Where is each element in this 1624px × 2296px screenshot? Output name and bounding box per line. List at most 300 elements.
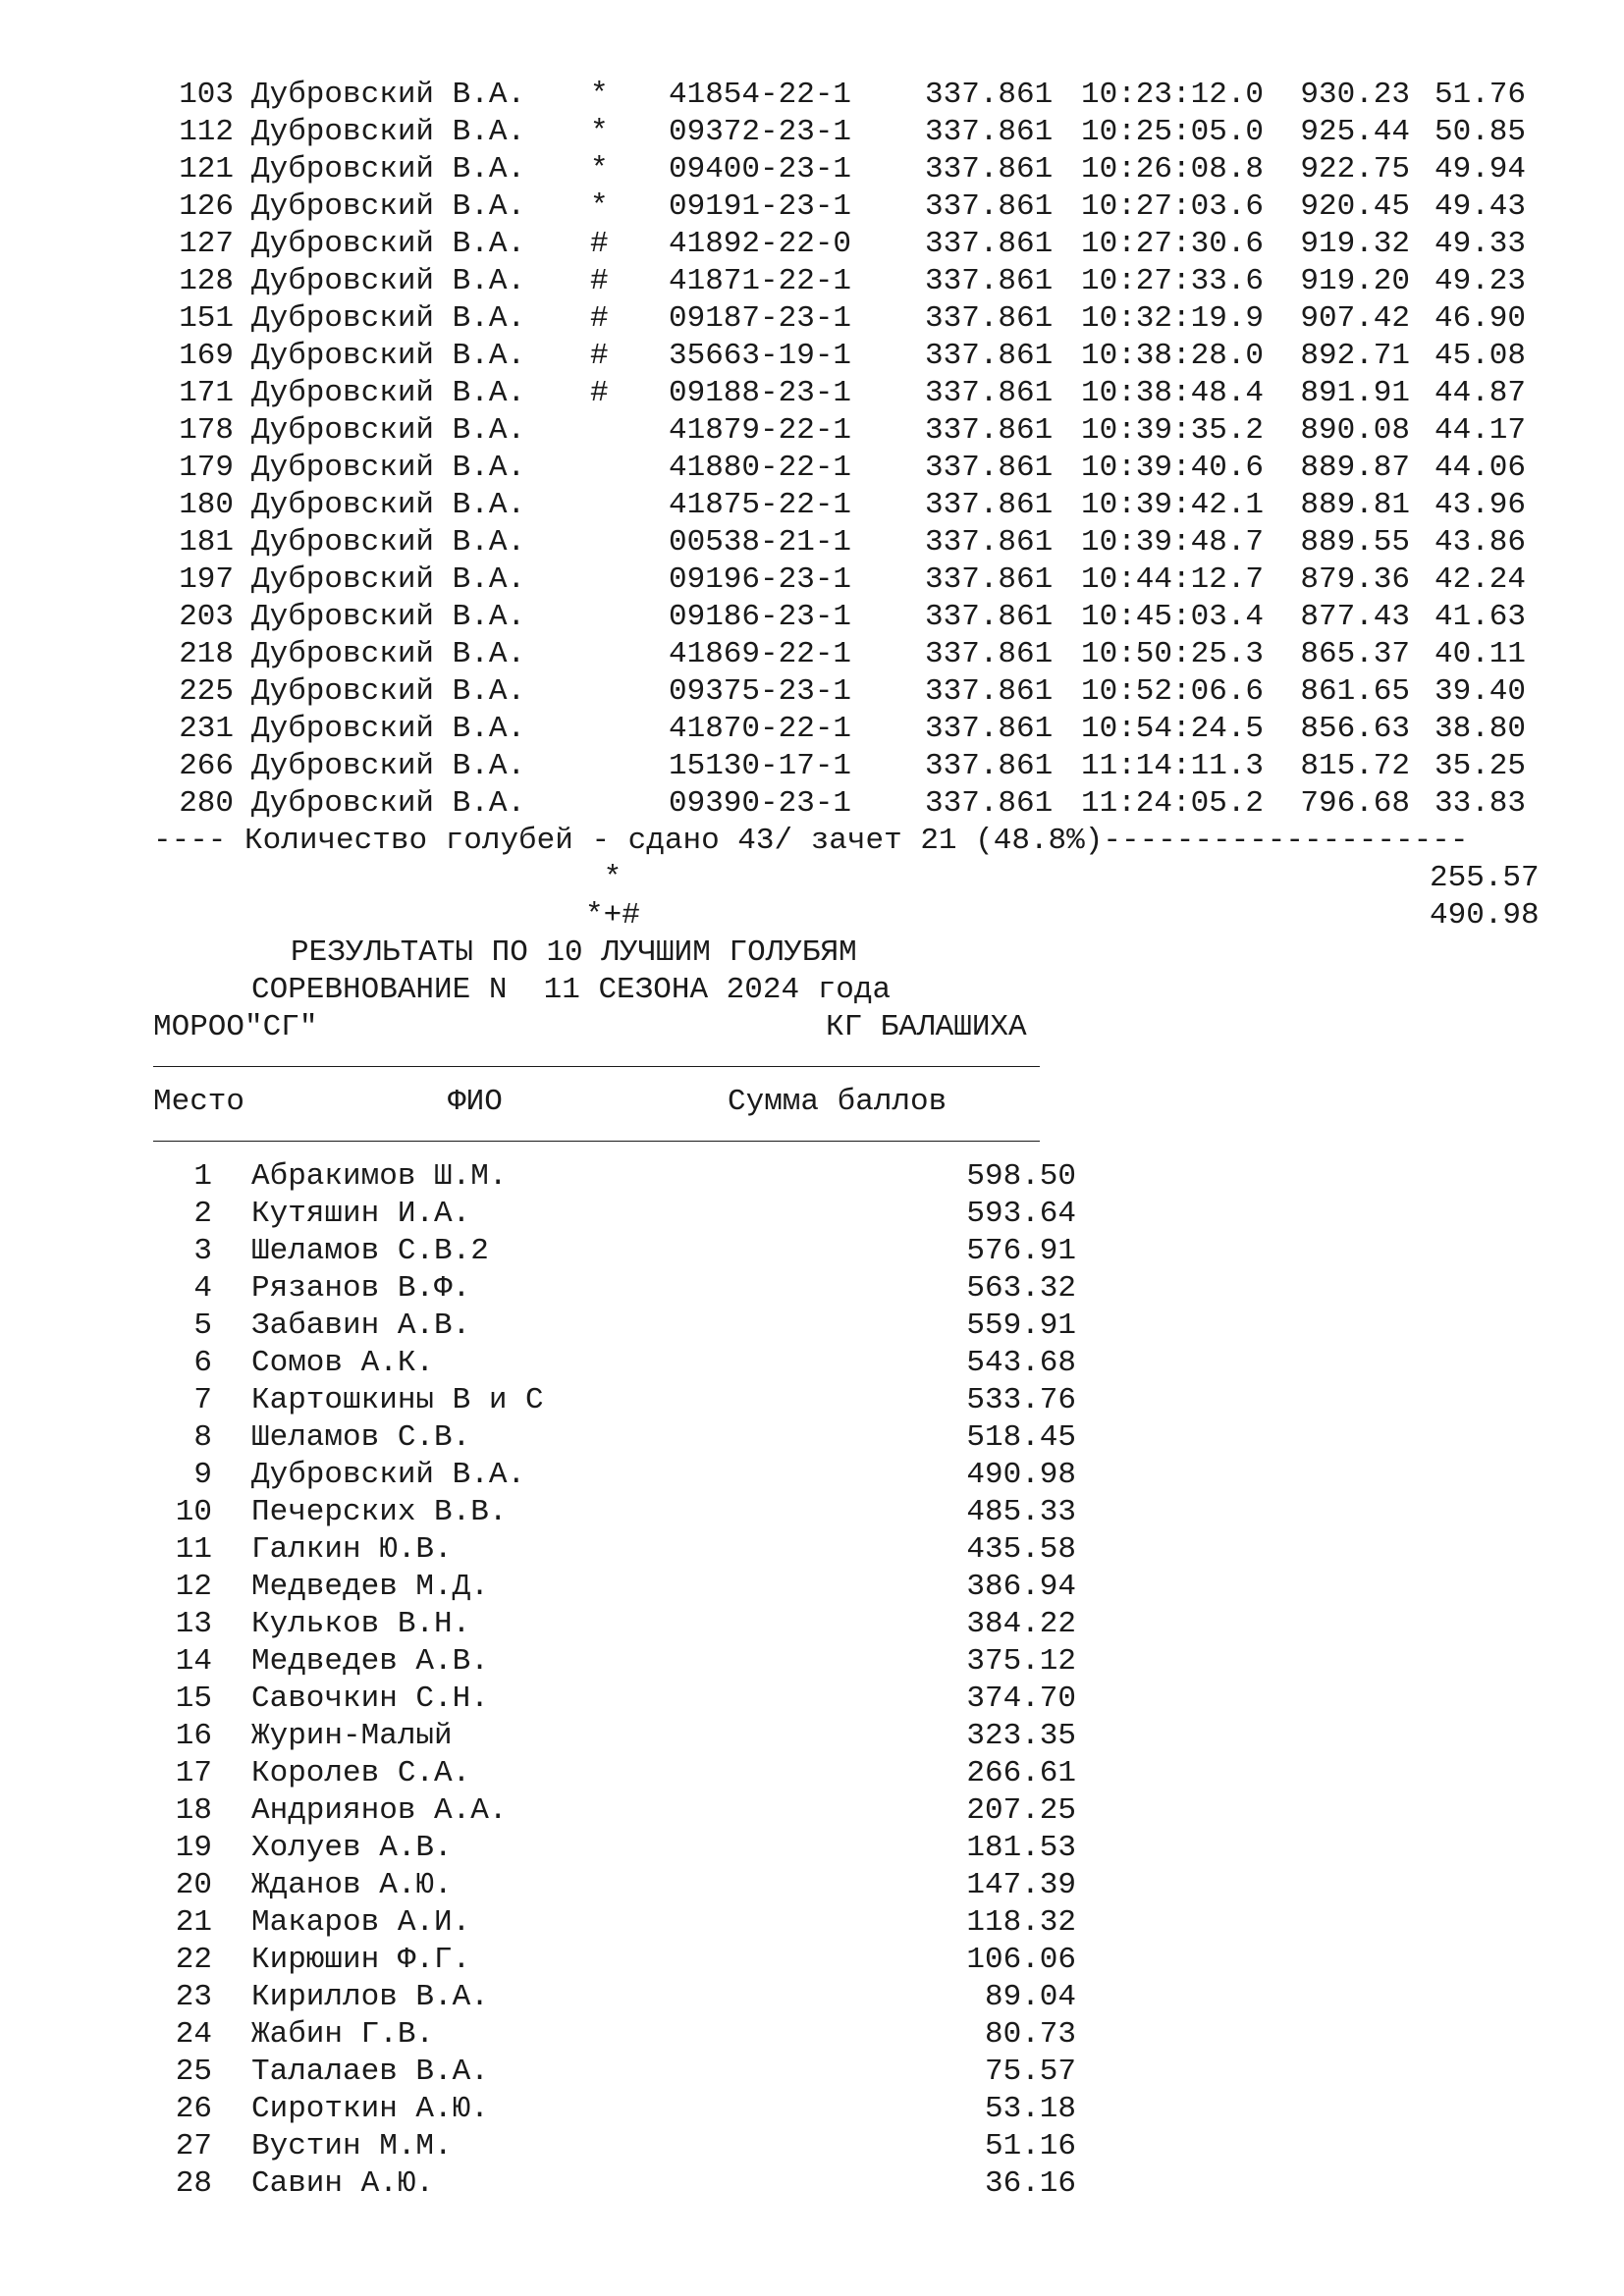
result-speed: 920.45 <box>1300 189 1410 224</box>
result-distance: 337.861 <box>925 488 1054 522</box>
result-row <box>153 375 1526 412</box>
result-points: 33.83 <box>1434 786 1526 821</box>
result-time: 10:39:40.6 <box>1081 451 1265 485</box>
result-points: 40.11 <box>1434 637 1526 671</box>
result-distance: 337.861 <box>925 562 1054 597</box>
result-speed: 856.63 <box>1300 712 1410 746</box>
header-name: ФИО <box>448 1085 503 1119</box>
result-ring: 09372-23-1 <box>669 115 852 149</box>
ranking-place: 10 <box>175 1495 212 1529</box>
result-position: 203 <box>179 600 234 634</box>
ranking-sum: 384.22 <box>966 1607 1076 1641</box>
result-points: 44.17 <box>1434 413 1526 448</box>
result-mark: # <box>590 264 609 298</box>
ranking-sum: 80.73 <box>984 2017 1076 2052</box>
result-speed: 879.36 <box>1300 562 1410 597</box>
result-position: 121 <box>179 152 234 187</box>
header-place: Место <box>153 1085 245 1119</box>
summary-line: ---- Количество голубей - сдано 43/ зачет 21 (48.8%)-------------------- <box>153 824 1469 858</box>
ranking-row <box>153 1792 1468 1830</box>
header-sum: Сумма баллов <box>728 1085 947 1119</box>
ranking-name: Кутяшин И.А. <box>251 1197 471 1231</box>
result-ring: 15130-17-1 <box>669 749 852 783</box>
ranking-place: 20 <box>175 1868 212 1902</box>
ranking-name: Вустин М.М. <box>251 2129 453 2163</box>
ranking-sum: 323.35 <box>966 1719 1076 1753</box>
result-ring: 41854-22-1 <box>669 78 852 112</box>
ranking-sum: 181.53 <box>966 1831 1076 1865</box>
result-row <box>153 77 1526 114</box>
result-distance: 337.861 <box>925 413 1054 448</box>
result-points: 39.40 <box>1434 674 1526 709</box>
ranking-name: Кирюшин Ф.Г. <box>251 1943 471 1977</box>
ranking-place: 12 <box>175 1570 212 1604</box>
ranking-sum: 485.33 <box>966 1495 1076 1529</box>
result-time: 10:39:48.7 <box>1081 525 1265 560</box>
ranking-name: Кульков В.Н. <box>251 1607 471 1641</box>
ranking-row <box>153 1718 1468 1755</box>
result-distance: 337.861 <box>925 525 1054 560</box>
result-time: 10:39:42.1 <box>1081 488 1265 522</box>
result-ring: 09191-23-1 <box>669 189 852 224</box>
result-distance: 337.861 <box>925 451 1054 485</box>
ranking-place: 13 <box>175 1607 212 1641</box>
result-row <box>153 524 1526 561</box>
ranking-name: Печерских В.В. <box>251 1495 508 1529</box>
ranking-name: Абракимов Ш.М. <box>251 1159 508 1194</box>
result-mark: * <box>590 189 609 224</box>
result-distance: 337.861 <box>925 637 1054 671</box>
result-speed: 865.37 <box>1300 637 1410 671</box>
result-name: Дубровский В.А. <box>251 376 526 410</box>
result-row <box>153 599 1526 636</box>
result-position: 171 <box>179 376 234 410</box>
result-row <box>153 450 1526 487</box>
result-time: 10:32:19.9 <box>1081 301 1265 336</box>
result-ring: 41879-22-1 <box>669 413 852 448</box>
result-row <box>153 673 1526 711</box>
result-ring: 09186-23-1 <box>669 600 852 634</box>
ranking-place: 26 <box>175 2092 212 2126</box>
result-time: 10:44:12.7 <box>1081 562 1265 597</box>
ranking-row <box>153 1308 1468 1345</box>
result-position: 169 <box>179 339 234 373</box>
result-points: 44.06 <box>1434 451 1526 485</box>
ranking-sum: 266.61 <box>966 1756 1076 1790</box>
ranking-name: Сомов А.К. <box>251 1346 435 1380</box>
ranking-place: 27 <box>175 2129 212 2163</box>
ranking-subtitle-row <box>153 972 1468 1009</box>
result-name: Дубровский В.А. <box>251 227 526 261</box>
ranking-name: Шеламов С.В. <box>251 1420 471 1455</box>
result-time: 10:50:25.3 <box>1081 637 1265 671</box>
result-time: 10:27:03.6 <box>1081 189 1265 224</box>
result-speed: 922.75 <box>1300 152 1410 187</box>
ranking-row <box>153 1979 1468 2016</box>
result-position: 197 <box>179 562 234 597</box>
result-row <box>153 338 1526 375</box>
result-points: 42.24 <box>1434 562 1526 597</box>
ranking-name: Медведев М.Д. <box>251 1570 489 1604</box>
ranking-row <box>153 1457 1468 1494</box>
result-position: 180 <box>179 488 234 522</box>
result-name: Дубровский В.А. <box>251 451 526 485</box>
result-row <box>153 300 1526 338</box>
ranking-row <box>153 1569 1468 1606</box>
ranking-place: 2 <box>193 1197 212 1231</box>
result-position: 280 <box>179 786 234 821</box>
ranking-name: Кириллов В.А. <box>251 1980 489 2014</box>
result-name: Дубровский В.А. <box>251 600 526 634</box>
result-distance: 337.861 <box>925 674 1054 709</box>
result-name: Дубровский В.А. <box>251 562 526 597</box>
ranking-name: Шеламов С.В.2 <box>251 1234 489 1268</box>
result-mark: * <box>590 115 609 149</box>
result-points: 51.76 <box>1434 78 1526 112</box>
total-row <box>153 860 1540 897</box>
ranking-place: 18 <box>175 1793 212 1828</box>
ranking-row <box>153 1755 1468 1792</box>
ranking-name: Жданов А.Ю. <box>251 1868 453 1902</box>
result-ring: 41880-22-1 <box>669 451 852 485</box>
ranking-name: Дубровский В.А. <box>251 1458 526 1492</box>
result-time: 11:14:11.3 <box>1081 749 1265 783</box>
org-right: КГ БАЛАШИХА <box>826 1010 1027 1044</box>
ranking-row <box>153 2054 1468 2091</box>
ranking-row <box>153 1419 1468 1457</box>
result-position: 218 <box>179 637 234 671</box>
result-ring: 35663-19-1 <box>669 339 852 373</box>
result-row <box>153 785 1526 823</box>
result-name: Дубровский В.А. <box>251 786 526 821</box>
result-row <box>153 412 1526 450</box>
rule-top-wrap <box>153 1046 1468 1084</box>
result-name: Дубровский В.А. <box>251 525 526 560</box>
result-name: Дубровский В.А. <box>251 749 526 783</box>
result-distance: 337.861 <box>925 786 1054 821</box>
result-time: 10:54:24.5 <box>1081 712 1265 746</box>
result-points: 50.85 <box>1434 115 1526 149</box>
ranking-name: Медведев А.В. <box>251 1644 489 1679</box>
ranking-name: Рязанов В.Ф. <box>251 1271 471 1306</box>
ranking-sum: 36.16 <box>984 2166 1076 2201</box>
result-ring: 09196-23-1 <box>669 562 852 597</box>
ranking-subtitle: СОРЕВНОВАНИЕ N 11 СЕЗОНА 2024 года <box>251 973 892 1007</box>
ranking-sum: 386.94 <box>966 1570 1076 1604</box>
ranking-row <box>153 1494 1468 1531</box>
result-speed: 925.44 <box>1300 115 1410 149</box>
ranking-sum: 53.18 <box>984 2092 1076 2126</box>
result-position: 151 <box>179 301 234 336</box>
result-speed: 892.71 <box>1300 339 1410 373</box>
ranking-place: 19 <box>175 1831 212 1865</box>
result-distance: 337.861 <box>925 227 1054 261</box>
result-time: 10:26:08.8 <box>1081 152 1265 187</box>
ranking-name: Макаров А.И. <box>251 1905 471 1940</box>
result-points: 49.94 <box>1434 152 1526 187</box>
result-mark: * <box>590 152 609 187</box>
result-speed: 891.91 <box>1300 376 1410 410</box>
ranking-place: 14 <box>175 1644 212 1679</box>
ranking-row <box>153 2165 1468 2203</box>
result-time: 10:52:06.6 <box>1081 674 1265 709</box>
result-speed: 890.08 <box>1300 413 1410 448</box>
result-speed: 919.20 <box>1300 264 1410 298</box>
result-points: 38.80 <box>1434 712 1526 746</box>
result-time: 10:27:33.6 <box>1081 264 1265 298</box>
ranking-sum: 563.32 <box>966 1271 1076 1306</box>
result-ring: 09400-23-1 <box>669 152 852 187</box>
result-points: 46.90 <box>1434 301 1526 336</box>
ranking-row <box>153 1158 1468 1196</box>
ranking-row <box>153 1382 1468 1419</box>
ranking-name: Картошкины В и С <box>251 1383 544 1417</box>
ranking-title: РЕЗУЛЬТАТЫ ПО 10 ЛУЧШИМ ГОЛУБЯМ <box>291 935 857 970</box>
ranking-sum: 75.57 <box>984 2055 1076 2089</box>
result-row <box>153 188 1526 226</box>
result-distance: 337.861 <box>925 301 1054 336</box>
result-speed: 796.68 <box>1300 786 1410 821</box>
result-ring: 09390-23-1 <box>669 786 852 821</box>
ranking-place: 3 <box>193 1234 212 1268</box>
ranking-sum: 598.50 <box>966 1159 1076 1194</box>
result-position: 266 <box>179 749 234 783</box>
result-speed: 861.65 <box>1300 674 1410 709</box>
ranking-table <box>153 1158 1468 2203</box>
result-speed: 889.87 <box>1300 451 1410 485</box>
result-name: Дубровский В.А. <box>251 264 526 298</box>
result-row <box>153 226 1526 263</box>
result-speed: 889.55 <box>1300 525 1410 560</box>
ranking-row <box>153 1196 1468 1233</box>
result-row <box>153 748 1526 785</box>
result-ring: 41869-22-1 <box>669 637 852 671</box>
ranking-place: 9 <box>193 1458 212 1492</box>
org-left: МОРОО"СГ" <box>153 1010 318 1044</box>
ranking-sum: 576.91 <box>966 1234 1076 1268</box>
ranking-name: Галкин Ю.В. <box>251 1532 453 1567</box>
rule-bottom-wrap <box>153 1121 1468 1158</box>
result-points: 35.25 <box>1434 749 1526 783</box>
ranking-sum: 435.58 <box>966 1532 1076 1567</box>
result-time: 10:39:35.2 <box>1081 413 1265 448</box>
ranking-sum: 374.70 <box>966 1682 1076 1716</box>
ranking-header-row <box>153 1084 1468 1121</box>
result-distance: 337.861 <box>925 376 1054 410</box>
ranking-place: 25 <box>175 2055 212 2089</box>
result-distance: 337.861 <box>925 189 1054 224</box>
ranking-name: Жабин Г.В. <box>251 2017 435 2052</box>
result-speed: 889.81 <box>1300 488 1410 522</box>
result-row <box>153 151 1526 188</box>
result-position: 179 <box>179 451 234 485</box>
ranking-row <box>153 1681 1468 1718</box>
result-name: Дубровский В.А. <box>251 339 526 373</box>
result-position: 126 <box>179 189 234 224</box>
ranking-place: 24 <box>175 2017 212 2052</box>
ranking-place: 23 <box>175 1980 212 2014</box>
ranking-sum: 543.68 <box>966 1346 1076 1380</box>
result-name: Дубровский В.А. <box>251 674 526 709</box>
total-value: 490.98 <box>1430 898 1540 933</box>
result-row <box>153 487 1526 524</box>
result-name: Дубровский В.А. <box>251 189 526 224</box>
ranking-row <box>153 1233 1468 1270</box>
ranking-row <box>153 1531 1468 1569</box>
ranking-row <box>153 1606 1468 1643</box>
ranking-row <box>153 1643 1468 1681</box>
result-position: 231 <box>179 712 234 746</box>
result-row <box>153 114 1526 151</box>
result-ring: 09375-23-1 <box>669 674 852 709</box>
ranking-row <box>153 1345 1468 1382</box>
ranking-name: Савочкин С.Н. <box>251 1682 489 1716</box>
ranking-place: 7 <box>193 1383 212 1417</box>
result-row <box>153 561 1526 599</box>
ranking-place: 1 <box>193 1159 212 1194</box>
result-row <box>153 263 1526 300</box>
ranking-title-row <box>153 934 1468 972</box>
result-points: 45.08 <box>1434 339 1526 373</box>
result-points: 43.96 <box>1434 488 1526 522</box>
ranking-place: 15 <box>175 1682 212 1716</box>
ranking-place: 28 <box>175 2166 212 2201</box>
ranking-row <box>153 1270 1468 1308</box>
ranking-row <box>153 1904 1468 1942</box>
ranking-sum: 518.45 <box>966 1420 1076 1455</box>
total-row <box>153 897 1540 934</box>
result-time: 10:38:48.4 <box>1081 376 1265 410</box>
result-distance: 337.861 <box>925 264 1054 298</box>
result-mark: * <box>590 78 609 112</box>
ranking-place: 8 <box>193 1420 212 1455</box>
result-name: Дубровский В.А. <box>251 637 526 671</box>
result-row <box>153 636 1526 673</box>
result-ring: 41870-22-1 <box>669 712 852 746</box>
result-time: 10:38:28.0 <box>1081 339 1265 373</box>
result-mark: # <box>590 339 609 373</box>
result-ring: 09188-23-1 <box>669 376 852 410</box>
ranking-place: 21 <box>175 1905 212 1940</box>
ranking-sum: 533.76 <box>966 1383 1076 1417</box>
result-points: 49.43 <box>1434 189 1526 224</box>
result-position: 128 <box>179 264 234 298</box>
result-distance: 337.861 <box>925 152 1054 187</box>
total-value: 255.57 <box>1430 861 1540 895</box>
result-time: 10:45:03.4 <box>1081 600 1265 634</box>
result-speed: 877.43 <box>1300 600 1410 634</box>
ranking-name: Андриянов А.А. <box>251 1793 508 1828</box>
result-name: Дубровский В.А. <box>251 301 526 336</box>
result-time: 10:23:12.0 <box>1081 78 1265 112</box>
result-name: Дубровский В.А. <box>251 115 526 149</box>
ranking-sum: 490.98 <box>966 1458 1076 1492</box>
ranking-name: Королев С.А. <box>251 1756 471 1790</box>
result-ring: 41892-22-0 <box>669 227 852 261</box>
result-points: 43.86 <box>1434 525 1526 560</box>
result-points: 49.33 <box>1434 227 1526 261</box>
ranking-row <box>153 1830 1468 1867</box>
ranking-row <box>153 2091 1468 2128</box>
result-ring: 41871-22-1 <box>669 264 852 298</box>
result-distance: 337.861 <box>925 78 1054 112</box>
result-position: 225 <box>179 674 234 709</box>
org-row <box>153 1009 1468 1046</box>
result-name: Дубровский В.А. <box>251 152 526 187</box>
ranking-name: Сироткин А.Ю. <box>251 2092 489 2126</box>
ranking-sum: 559.91 <box>966 1308 1076 1343</box>
result-distance: 337.861 <box>925 600 1054 634</box>
ranking-name: Забавин А.В. <box>251 1308 471 1343</box>
ranking-name: Талалаев В.А. <box>251 2055 489 2089</box>
result-distance: 337.861 <box>925 712 1054 746</box>
result-name: Дубровский В.А. <box>251 413 526 448</box>
result-distance: 337.861 <box>925 749 1054 783</box>
result-row <box>153 711 1526 748</box>
ranking-place: 22 <box>175 1943 212 1977</box>
ranking-row <box>153 1942 1468 1979</box>
result-speed: 815.72 <box>1300 749 1410 783</box>
ranking-row <box>153 2016 1468 2054</box>
result-speed: 907.42 <box>1300 301 1410 336</box>
result-position: 181 <box>179 525 234 560</box>
ranking-sum: 89.04 <box>984 1980 1076 2014</box>
result-position: 127 <box>179 227 234 261</box>
ranking-name: Журин-Малый <box>251 1719 453 1753</box>
ranking-sum: 106.06 <box>966 1943 1076 1977</box>
result-speed: 919.32 <box>1300 227 1410 261</box>
result-points: 44.87 <box>1434 376 1526 410</box>
total-mark: * <box>585 861 623 895</box>
ranking-name: Холуев А.В. <box>251 1831 453 1865</box>
result-time: 11:24:05.2 <box>1081 786 1265 821</box>
result-time: 10:25:05.0 <box>1081 115 1265 149</box>
ranking-place: 11 <box>175 1532 212 1567</box>
result-position: 112 <box>179 115 234 149</box>
ranking-place: 5 <box>193 1308 212 1343</box>
result-time: 10:27:30.6 <box>1081 227 1265 261</box>
result-points: 49.23 <box>1434 264 1526 298</box>
results-document <box>153 77 1540 2203</box>
ranking-sum: 593.64 <box>966 1197 1076 1231</box>
ranking-sum: 51.16 <box>984 2129 1076 2163</box>
ranking-sum: 147.39 <box>966 1868 1076 1902</box>
ranking-place: 17 <box>175 1756 212 1790</box>
ranking-sum: 118.32 <box>966 1905 1076 1940</box>
result-ring: 00538-21-1 <box>669 525 852 560</box>
ranking-place: 4 <box>193 1271 212 1306</box>
ranking-row <box>153 1867 1468 1904</box>
result-ring: 41875-22-1 <box>669 488 852 522</box>
result-name: Дубровский В.А. <box>251 78 526 112</box>
result-position: 103 <box>179 78 234 112</box>
result-name: Дубровский В.А. <box>251 488 526 522</box>
result-mark: # <box>590 376 609 410</box>
result-distance: 337.861 <box>925 115 1054 149</box>
result-name: Дубровский В.А. <box>251 712 526 746</box>
total-mark: *+# <box>585 898 640 933</box>
ranking-row <box>153 2128 1468 2165</box>
ranking-place: 6 <box>193 1346 212 1380</box>
ranking-sum: 207.25 <box>966 1793 1076 1828</box>
ranking-sum: 375.12 <box>966 1644 1076 1679</box>
result-mark: # <box>590 227 609 261</box>
result-ring: 09187-23-1 <box>669 301 852 336</box>
result-distance: 337.861 <box>925 339 1054 373</box>
result-mark: # <box>590 301 609 336</box>
result-speed: 930.23 <box>1300 78 1410 112</box>
result-points: 41.63 <box>1434 600 1526 634</box>
